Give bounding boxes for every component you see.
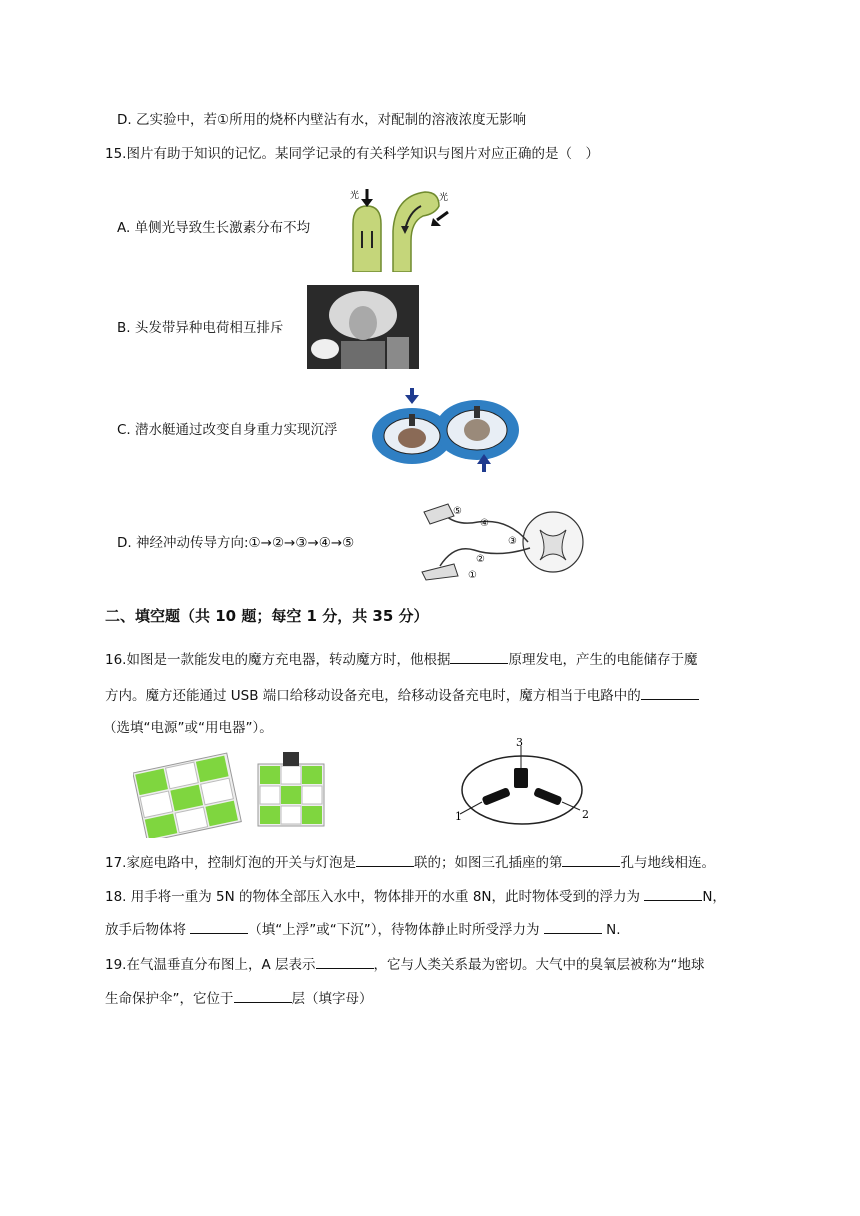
light-label-left: 光 (350, 191, 360, 201)
q15-option-c: C. 潜水艇通过改变自身重力实现沉浮 (117, 422, 338, 438)
answer-blank[interactable] (450, 649, 508, 664)
plant-phototropism-figure (345, 186, 450, 272)
answer-blank[interactable] (316, 954, 374, 969)
answer-blank[interactable] (644, 886, 702, 901)
three-hole-socket-figure (452, 738, 602, 828)
answer-blank[interactable] (641, 685, 699, 700)
answer-blank[interactable] (234, 988, 292, 1003)
q14-option-d: D. 乙实验中，若①所用的烧杯内壁沾有水，对配制的溶液浓度无影响 (117, 112, 527, 128)
reflex-label-3: ③ (508, 536, 517, 547)
q19-line2: 生命保护伞”，它位于 层（填字母） (105, 988, 373, 1009)
answer-blank[interactable] (562, 852, 620, 867)
socket-label-1: 1 (455, 810, 462, 823)
answer-blank[interactable] (356, 852, 414, 867)
reflex-label-1: ① (468, 570, 477, 581)
q16-line1: 16.如图是一款能发电的魔方充电器，转动魔方时，他根据 原理发电，产生的电能储存于魔 (105, 649, 697, 670)
magic-cube-charger-image (133, 746, 348, 838)
reflex-arc-figure (418, 500, 586, 582)
q16-line3: （选填“电源”或“用电器”）。 (103, 720, 273, 736)
reflex-label-2: ② (476, 554, 485, 565)
light-label-right: 光 (439, 193, 449, 203)
q15-stem: 15.图片有助于知识的记忆。某同学记录的有关科学知识与图片对应正确的是（ ） (105, 146, 599, 162)
answer-blank[interactable] (544, 919, 602, 934)
q15-option-d: D. 神经冲动传导方向:①→②→③→④→⑤ (117, 535, 355, 551)
static-hair-photo (307, 285, 419, 369)
socket-label-3: 3 (516, 738, 523, 749)
q19-line1: 19.在气温垂直分布图上，A 层表示 ，它与人类关系最为密切。大气中的臭氧层被称为“地球 (105, 954, 705, 975)
q16-line2: 方内。魔方还能通过 USB 端口给移动设备充电，给移动设备充电时，魔方相当于电路中的 (105, 685, 699, 706)
submarine-figure (372, 388, 520, 472)
answer-blank[interactable] (190, 919, 248, 934)
reflex-label-5: ⑤ (453, 506, 462, 517)
q18-line2: 放手后物体将 （填“上浮”或“下沉”），待物体静止时所受浮力为 N. (105, 919, 621, 940)
section-heading: 二、填空题（共 10 题；每空 1 分，共 35 分） (105, 607, 429, 625)
reflex-label-4: ④ (480, 518, 489, 529)
q15-option-b: B. 头发带异种电荷相互排斥 (117, 320, 284, 336)
q15-option-a: A. 单侧光导致生长激素分布不均 (117, 220, 311, 236)
socket-label-2: 2 (582, 808, 589, 821)
q17-line: 17.家庭电路中，控制灯泡的开关与灯泡是 联的；如图三孔插座的第 孔与地线相连。 (105, 852, 715, 873)
q18-line1: 18. 用手将一重为 5N 的物体全部压入水中，物体排开的水重 8N，此时物体受到的浮力为 N， (105, 886, 726, 907)
